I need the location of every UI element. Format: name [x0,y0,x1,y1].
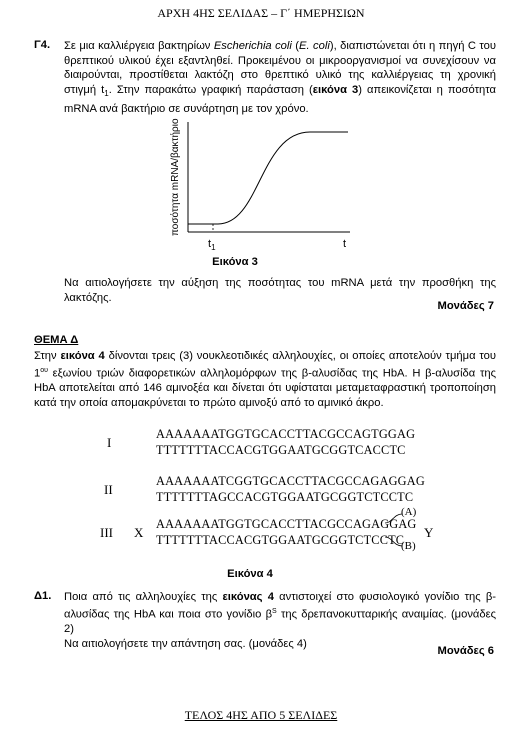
d1-sup: S [272,607,277,615]
d1-paragraph [64,590,496,651]
figure3-graph [160,118,370,258]
g4-fig-ref: εικόνα 3 [312,83,359,96]
g4-marks: Μονάδες 7 [437,300,494,312]
intro-c: εξωνίου τριών διαφορετικών αλληλομόρφων της β-αλυσίδας της HbA. Η β-αλυσίδα της HbA αποτελείται από 146 αμινοξέα και δίνεται ότι υφίσταται μεταμεταφραστική τροποποίηση κατά την οποία απομακρύνεται το πρώτο αμινοξύ από το αμινικό άκρο. [34,367,496,409]
g4-paragraph [64,39,496,116]
y-axis-label: ποσότητα mRNA/βακτήριο [170,118,181,236]
seq-I-bottom: TTTTTTTACCACGTGGAATGCGGTCACCTC [156,443,406,457]
seq-I-label: I [107,435,112,450]
d1-text-d: Να αιτιολογήσετε την απάντηση σας. (μονάδες 4) [64,637,307,650]
g4-question: Να αιτιολογήσετε την αύξηση της ποσότητας του mRNA μετά την προσθήκη της λακτόζης. [64,277,496,304]
d1-label: Δ1. [34,590,52,602]
d1-text-a: Ποια από τις αλληλουχίες της [64,591,223,603]
strand-a-label: (A) [401,506,417,518]
page-footer: ΤΕΛΟΣ 4ΗΣ ΑΠΟ 5 ΣΕΛΙΔΕΣ [184,708,338,722]
g4-text-e: ) απεικονίζεται η ποσότητα mRNA ανά βακτήριο σε συνάρτηση με τον χρόνο. [64,83,496,115]
d1-text-b: αντιστοιχεί στο φυσιολογικό γονίδιο της β-αλυσίδας της HbA και ποια στο γονίδιο β [64,591,496,621]
g4-species: Escherichia coli [213,40,292,52]
thema-d-title: ΘΕΜΑ Δ [34,334,79,346]
g4-t-sub: 1 [104,89,109,99]
g4-text-c: ), διαπιστώνεται ότι η πηγή C του θρεπτικού υλικού έχει εξαντληθεί. Προκειμένου οι μικροοργανισμοί να συνεχίσουν να διαιρούνται, προστίθεται λακτόζη στο θρεπτικό υλικό της καλλιέργειας τη χρονική στιγμή t [64,40,496,96]
seq-III-top: AAAAAAATGGTGCACCTTACGCCAGAGGAG [156,517,417,531]
thema-d-intro [34,349,496,410]
g4-label: Γ4. [34,39,51,51]
intro-fig-ref: εικόνα 4 [60,350,105,362]
seq-II-label: II [104,482,113,497]
x-axis-label: t [343,238,347,250]
t1-label: $t_1$ [208,238,216,252]
g4-text-a: Σε μια καλλιέργεια βακτηρίων [64,40,214,52]
strand-x-label: X [134,525,144,540]
g4-text-b: ( [291,40,300,52]
seq-III-label: III [100,525,113,540]
intro-sup: ου [40,366,48,374]
figure3-caption: Εικόνα 3 [212,256,258,268]
g4-species-short: E. coli [299,40,330,52]
mrna-curve [188,132,348,224]
seq-II-bottom: TTTTTTTAGCCACGTGGAATGCGGTCTCCTC [156,490,414,504]
curve-a [385,514,402,523]
d1-marks: Μονάδες 6 [437,645,494,657]
strand-b-label: (B) [401,540,416,552]
page-header: ΑΡΧΗ 4ΗΣ ΣΕΛΙΔΑΣ – Γ΄ ΗΜΕΡΗΣΙΩΝ [157,6,365,20]
seq-I-top: AAAAAAATGGTGCACCTTACGCCAGTGGAG [156,427,416,441]
curve-b [385,537,402,546]
seq-II-top: AAAAAAATCGGTGCACCTTACGCCAGAGGAG [156,474,425,488]
strand-y-label: Y [424,525,434,540]
intro-b: δίνονται τρεις (3) νουκλεοτιδικές αλληλουχίες, οι οποίες αποτελούν τμήμα του 1 [34,350,496,380]
g4-text-d: . Στην παρακάτω γραφική παράσταση ( [108,83,313,96]
figure4-caption: Εικόνα 4 [227,568,273,580]
intro-a: Στην [34,350,61,362]
d1-fig-ref: εικόνας 4 [222,591,274,603]
seq-III-bottom: TTTTTTTACCACGTGGAATGCGGTCTCCTC [156,533,405,547]
d1-text-c: της δρεπανοκυτταρικής αναιμίας. (μονάδες 2) [64,608,497,635]
